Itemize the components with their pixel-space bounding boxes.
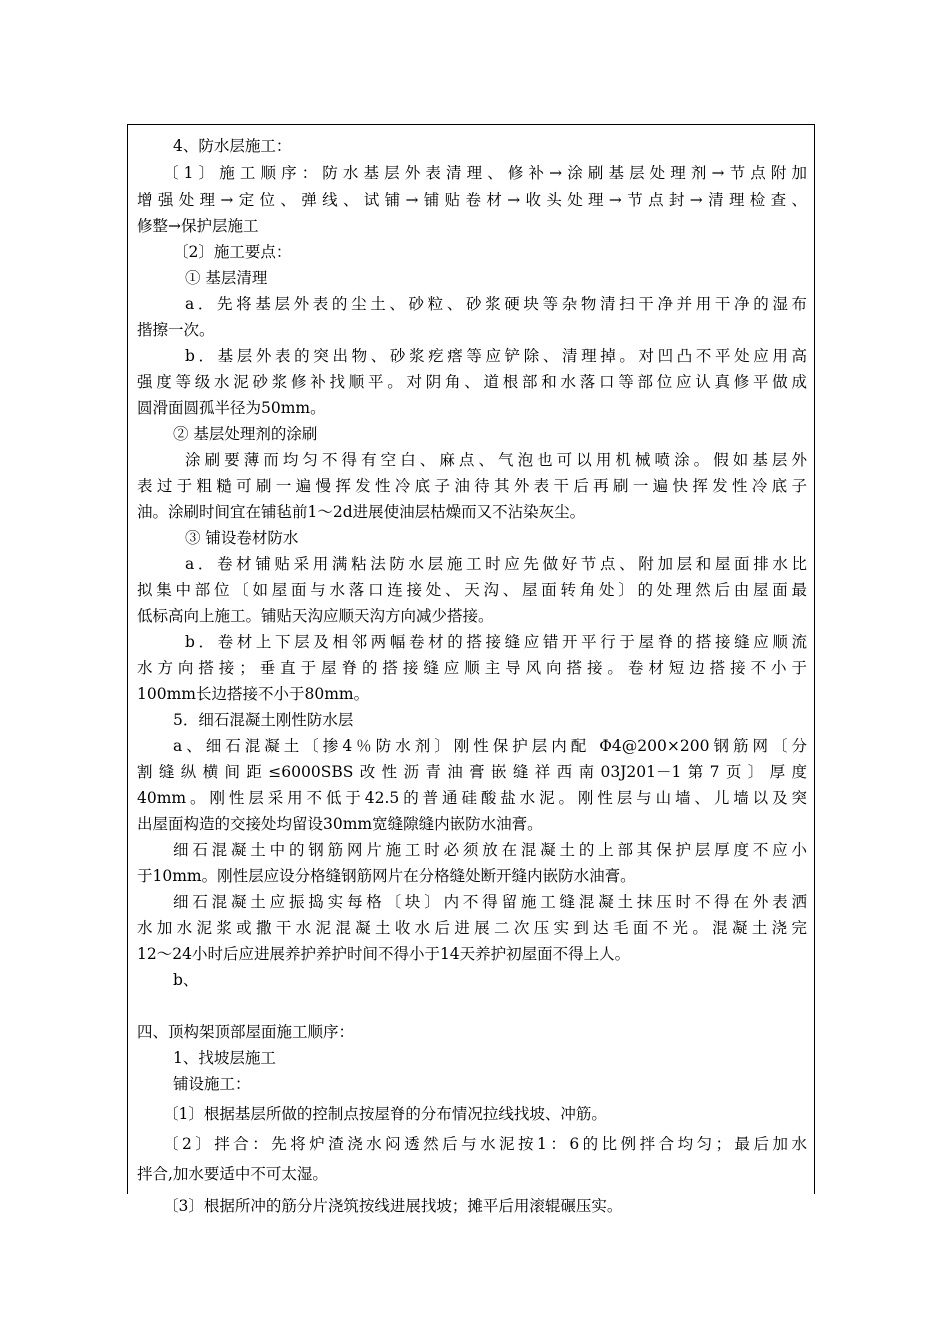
text-line: 表过于粗糙可刷一遍慢挥发性冷底子油待其外表干后再刷一遍快挥发性冷底子 [137, 477, 807, 495]
text-line: 圆滑面圆孤半径为50mm。 [137, 399, 326, 417]
text-line: 拌合,加水要适中不可太湿。 [137, 1165, 328, 1183]
text-line: 铺设施工： [173, 1075, 251, 1093]
text-line: 于10mm。刚性层应设分格缝钢筋网片在分格缝处断开缝内嵌防水油膏。 [137, 867, 636, 885]
text-line: 拟集中部位〔如屋面与水落口连接处、天沟、屋面转角处〕的处理然后由屋面最 [137, 581, 807, 599]
text-line: 强度等级水泥砂浆修补找顺平。对阴角、道根部和水落口等部位应认真修平做成 [137, 373, 807, 391]
text-line: ① 基层清理 [185, 269, 268, 287]
text-line: 细石混凝土应振捣实每格〔块〕内不得留施工缝混凝土抹压时不得在外表洒 [173, 893, 807, 911]
text-line: 修整→保护层施工 [137, 217, 259, 235]
text-line: 出屋面构造的交接处均留设30mm宽缝隙缝内嵌防水油膏。 [137, 815, 543, 833]
text-line: 四、顶构架顶部屋面施工顺序： [137, 1023, 355, 1041]
text-line: 〔1〕根据基层所做的控制点按屋脊的分布情况拉线找坡、冲筋。 [163, 1105, 607, 1123]
text-line: 增强处理→定位、弹线、试铺→铺贴卷材→收头处理→节点封→清理检查、 [137, 191, 807, 209]
text-line: 割缝纵横间距≤6000SBS改性沥青油膏嵌缝祥西南03J201－1第7页〕厚度 [137, 763, 807, 781]
text-line: 揩擦一次。 [137, 321, 215, 339]
text-line: a．先将基层外表的尘土、砂粒、砂浆硬块等杂物清扫干净并用干净的湿布 [185, 295, 807, 313]
text-line: 〔2〕施工要点： [173, 243, 292, 261]
text-line: b．卷材上下层及相邻两幅卷材的搭接缝应错开平行于屋脊的搭接缝应顺流 [185, 633, 807, 651]
text-line: 水方向搭接；垂直于屋脊的搭接缝应顺主导风向搭接。卷材短边搭接不小于 [137, 659, 807, 677]
text-line: 40mm。刚性层采用不低于42.5的普通硅酸盐水泥。刚性层与山墙、儿墙以及突 [137, 789, 807, 807]
text-line: 〔2〕拌合：先将炉渣浇水闷透然后与水泥按1：6的比例拌合均匀；最后加水 [163, 1135, 807, 1153]
text-line: 100mm长边搭接不小于80mm。 [137, 685, 370, 703]
text-line: 低标高向上施工。铺贴天沟应顺天沟方向减少搭接。 [137, 607, 494, 625]
text-line: 〔3〕根据所冲的筋分片浇筑按线进展找坡；摊平后用滚辊碾压实。 [163, 1197, 623, 1215]
text-line: 1、找坡层施工 [173, 1049, 276, 1067]
text-line: b、 [173, 971, 199, 989]
text-line: 12～24小时后应进展养护养护时间不得小于14天养护初屋面不得上人。 [137, 945, 631, 963]
text-line: ② 基层处理剂的涂刷 [173, 425, 318, 443]
text-line: 4、防水层施工： [173, 137, 292, 155]
text-line: 油。涂刷时间宜在铺毡前1～2d进展使油层枯燥而又不沾染灰尘。 [137, 503, 586, 521]
text-line: ③ 铺设卷材防水 [185, 529, 299, 547]
text-line: b．基层外表的突出物、砂浆疙瘩等应铲除、清理掉。对凹凸不平处应用高 [185, 347, 807, 365]
text-line: 细石混凝土中的钢筋网片施工时必须放在混凝土的上部其保护层厚度不应小 [173, 841, 807, 859]
text-line: a．卷材铺贴采用满粘法防水层施工时应先做好节点、附加层和屋面排水比 [185, 555, 807, 573]
text-line: a、细石混凝土〔掺4％防水剂〕刚性保护层内配 Φ4@200×200钢筋网〔分 [173, 737, 807, 755]
text-line: 〔1〕施工顺序：防水基层外表清理、修补→涂刷基层处理剂→节点附加 [163, 164, 807, 182]
text-line: 涂刷要薄而均匀不得有空白、麻点、气泡也可以用机械喷涂。假如基层外 [185, 451, 807, 469]
text-line: 5．细石混凝土刚性防水层 [173, 711, 354, 729]
text-line: 水加水泥浆或撒干水泥混凝土收水后进展二次压实到达毛面不光。混凝土浇完 [137, 919, 807, 937]
